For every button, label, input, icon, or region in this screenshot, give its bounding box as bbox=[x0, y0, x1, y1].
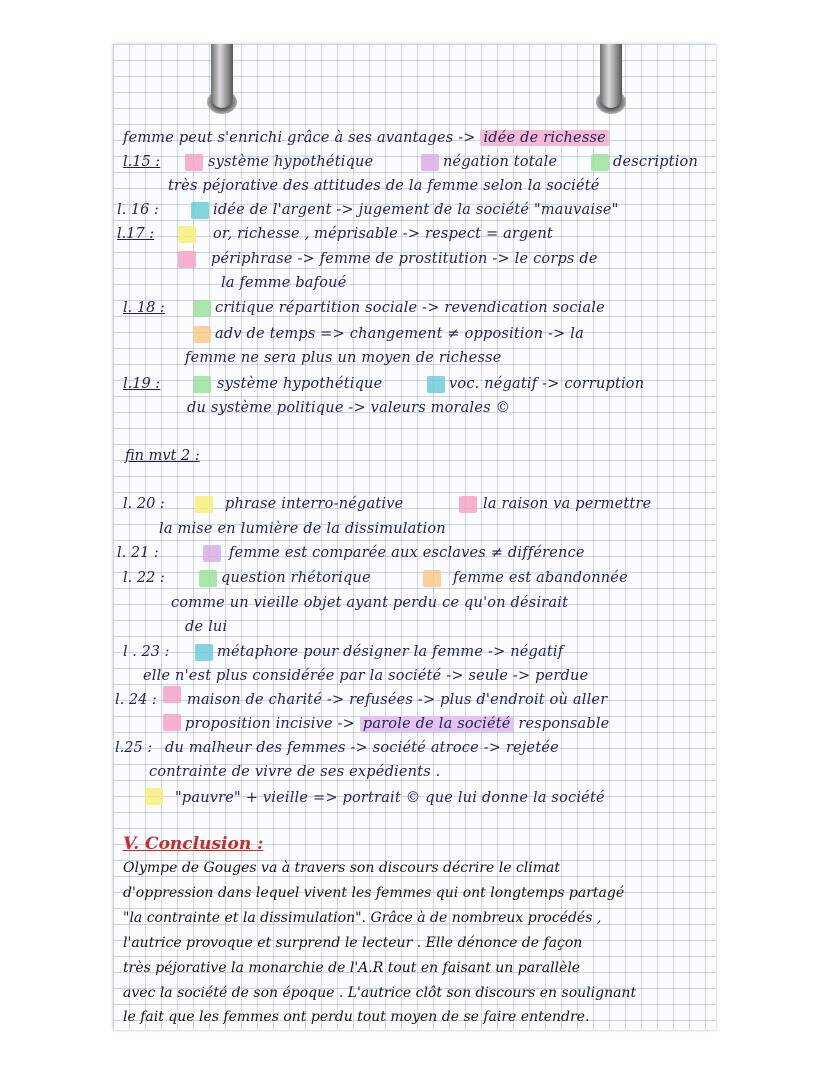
conclusion-heading: V. Conclusion : bbox=[123, 834, 264, 854]
note-text: système hypothétique bbox=[217, 376, 383, 392]
note-text: responsable bbox=[518, 716, 610, 732]
color-marker-pink bbox=[163, 714, 181, 731]
note-text: idée de l'argent -> jugement de la société "mauvaise" bbox=[213, 202, 619, 218]
binder-ring bbox=[211, 44, 233, 108]
note-text: elle n'est plus considérée par la société -> seule -> perdue bbox=[143, 668, 589, 684]
color-marker-blue bbox=[191, 202, 209, 219]
note-text: "pauvre" + vieille => portrait © que lui donne la société bbox=[175, 790, 605, 806]
line-reference: l. 18 : bbox=[123, 300, 165, 316]
color-marker-pink bbox=[178, 251, 196, 268]
conclusion-line: "la contrainte et la dissimulation". Grâce à de nombreux procédés , bbox=[123, 910, 602, 926]
conclusion-line: avec la société de son époque . L'autrice clôt son discours en soulignant bbox=[123, 985, 637, 1001]
note-text: du malheur des femmes -> société atroce -> rejetée bbox=[165, 740, 559, 756]
line-reference: l.15 : bbox=[123, 154, 161, 170]
section-label: fin mvt 2 : bbox=[125, 448, 200, 464]
conclusion-line: d'oppression dans lequel vivent les femmes qui ont longtemps partagé bbox=[123, 885, 625, 901]
line-reference: l.25 : bbox=[115, 740, 153, 756]
highlighted-text: parole de la société bbox=[360, 716, 514, 732]
note-text: femme peut s'enrichi grâce à ses avantages -> bbox=[123, 130, 476, 146]
conclusion-line: Olympe de Gouges va à travers son discours décrire le climat bbox=[123, 860, 560, 876]
line-reference: l. 22 : bbox=[123, 570, 165, 586]
color-marker-blue bbox=[195, 644, 213, 661]
note-text: femme est comparée aux esclaves ≠ différence bbox=[229, 545, 585, 561]
note-text: de lui bbox=[185, 619, 228, 635]
highlighted-text: idée de richesse bbox=[480, 130, 608, 146]
note-line bbox=[123, 130, 609, 146]
note-text: adv de temps => changement ≠ opposition -> la bbox=[215, 326, 584, 342]
line-reference: l. 20 : bbox=[123, 496, 165, 512]
color-marker-green bbox=[199, 570, 217, 587]
note-text: question rhétorique bbox=[221, 570, 371, 586]
note-text: description bbox=[613, 154, 699, 170]
note-text: métaphore pour désigner la femme -> négatif bbox=[217, 644, 564, 660]
note-text: très péjorative des attitudes de la femme selon la société bbox=[168, 178, 600, 194]
line-reference: l. 24 : bbox=[115, 692, 157, 708]
color-marker-blue bbox=[427, 376, 445, 393]
line-reference: l. 16 : bbox=[117, 202, 159, 218]
color-marker-lavender bbox=[203, 545, 221, 562]
note-text: phrase interro-négative bbox=[225, 496, 404, 512]
note-text: la femme bafoué bbox=[221, 275, 347, 291]
note-text: comme un vieille objet ayant perdu ce qu'on désirait bbox=[171, 595, 569, 611]
line-reference: l . 23 : bbox=[123, 644, 170, 660]
note-text: périphrase -> femme de prostitution -> le corps de bbox=[211, 251, 598, 267]
note-text: du système politique -> valeurs morales © bbox=[187, 400, 511, 416]
color-marker-pink bbox=[185, 154, 203, 171]
color-marker-green bbox=[193, 376, 211, 393]
note-text: la raison va permettre bbox=[483, 496, 652, 512]
note-text: proposition incisive -> bbox=[185, 716, 356, 732]
line-reference: l.19 : bbox=[123, 376, 161, 392]
note-text: système hypothétique bbox=[208, 154, 374, 170]
color-marker-yellow bbox=[195, 496, 213, 513]
note-text: femme est abandonnée bbox=[453, 570, 628, 586]
note-line bbox=[185, 716, 609, 732]
note-text: or, richesse , méprisable -> respect = argent bbox=[213, 226, 553, 242]
color-marker-yellow bbox=[145, 788, 163, 805]
conclusion-line: le fait que les femmes ont perdu tout moyen de se faire entendre. bbox=[123, 1009, 590, 1025]
color-marker-orange bbox=[423, 570, 441, 587]
line-reference: l. 21 : bbox=[117, 545, 159, 561]
binder-ring bbox=[600, 44, 622, 108]
note-text: voc. négatif -> corruption bbox=[449, 376, 645, 392]
note-text: contrainte de vivre de ses expédients . bbox=[149, 764, 441, 780]
color-marker-lavender bbox=[421, 154, 439, 171]
color-marker-green bbox=[591, 154, 609, 171]
note-text: négation totale bbox=[443, 154, 558, 170]
conclusion-line: l'autrice provoque et surprend le lecteur . Elle dénonce de façon bbox=[123, 935, 583, 951]
note-text: femme ne sera plus un moyen de richesse bbox=[185, 350, 502, 366]
note-text: maison de charité -> refusées -> plus d'endroit où aller bbox=[187, 692, 608, 708]
line-reference: l.17 : bbox=[117, 226, 155, 242]
conclusion-line: très péjorative la monarchie de l'A.R tout en faisant un parallèle bbox=[123, 960, 581, 976]
note-text: la mise en lumière de la dissimulation bbox=[159, 521, 446, 537]
note-text: critique répartition sociale -> revendication sociale bbox=[215, 300, 605, 316]
color-marker-green bbox=[193, 300, 211, 317]
color-marker-pink bbox=[163, 686, 181, 703]
color-marker-yellow bbox=[178, 226, 196, 243]
color-marker-pink bbox=[459, 496, 477, 513]
notebook-page bbox=[113, 44, 716, 1030]
color-marker-orange bbox=[193, 326, 211, 343]
